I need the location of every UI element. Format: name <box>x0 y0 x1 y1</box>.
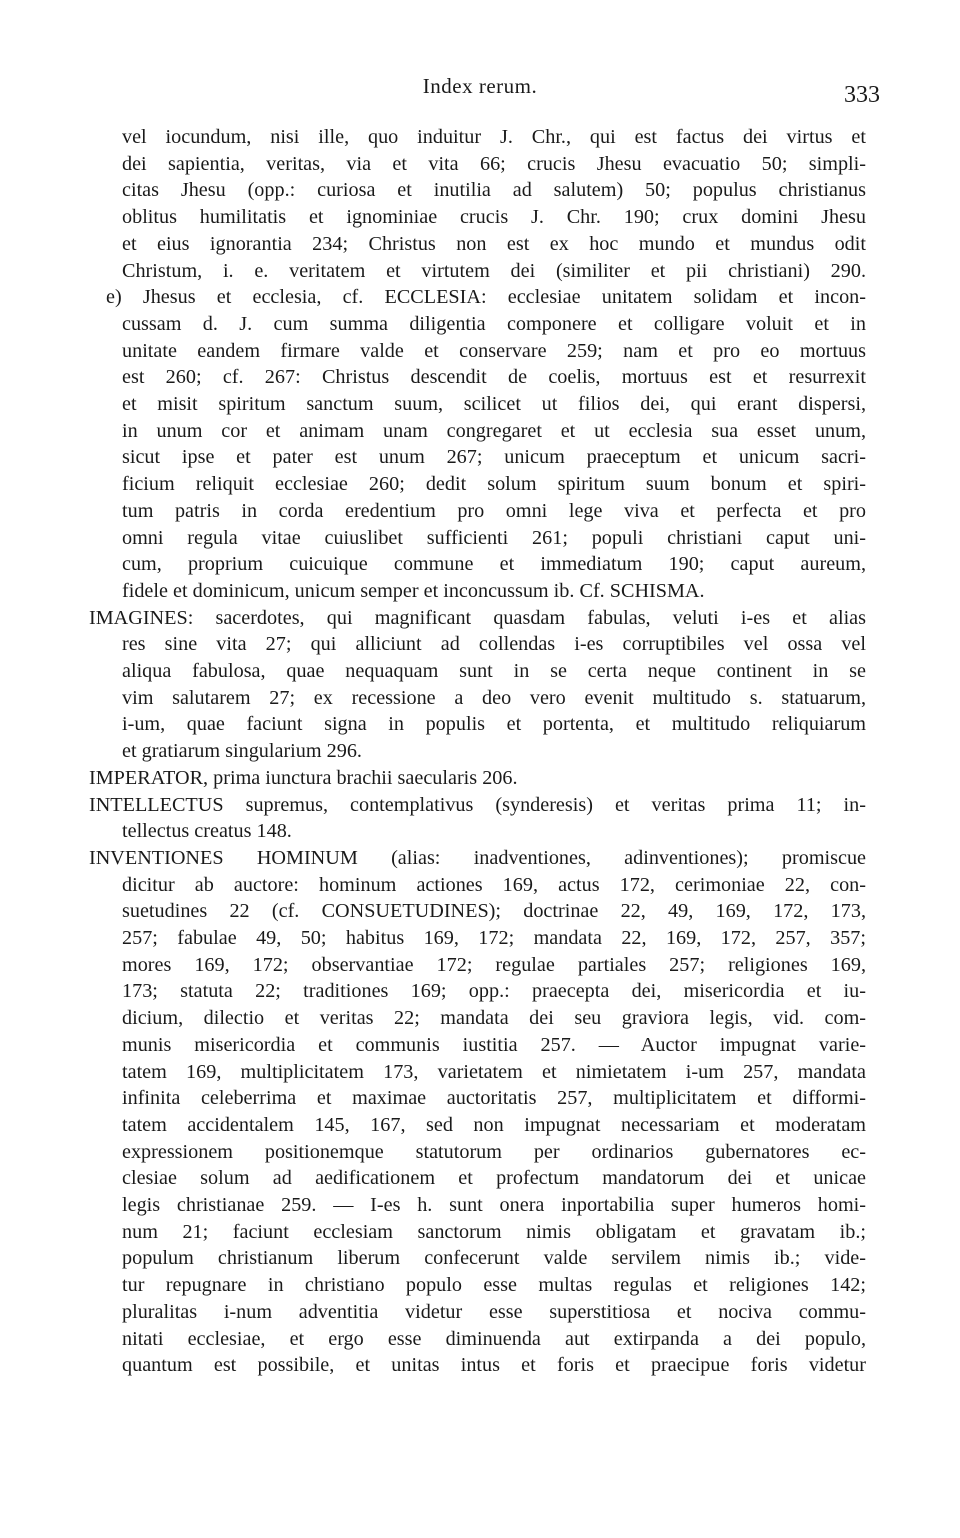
index-line: fidele et dominicum, unicum semper et inconcussum ib. Cf. SCHISMA. <box>122 579 705 602</box>
index-line: in unum cor et animam unam congregaret et ut ecclesia sua esset unum, <box>122 419 866 442</box>
index-line: tur repugnare in christiano populo esse multas regulas et religiones 142; <box>122 1274 866 1297</box>
index-line: unitate eandem firmare valde et conservare 259; nam et pro eo mortuus <box>122 339 866 362</box>
index-line: et misit spiritum sanctum suum, scilicet ut filios dei, qui erant dispersi, <box>122 393 866 415</box>
index-line: INTELLECTUS supremus, contemplativus (synderesis) et veritas prima 11; in- <box>89 793 866 816</box>
index-line: legis christianae 259. — I-es h. sunt onera inportabilia super humeros homi- <box>122 1194 866 1216</box>
index-line: dei sapientia, veritas, via et vita 66; crucis Jhesu evacuatio 50; simpli- <box>122 152 866 175</box>
index-line: suetudines 22 (cf. CONSUETUDINES); doctrinae 22, 49, 169, 172, 173, <box>122 900 866 923</box>
index-line: et eius ignorantia 234; Christus non est ex hoc mundo et mundus odit <box>122 232 866 255</box>
index-line: INVENTIONES HOMINUM (alias: inadventiones, adinventiones); promiscue <box>89 846 866 869</box>
index-line: infinita celeberrima et maximae auctoritatis 257, multiplicitatem et difformi- <box>122 1087 866 1110</box>
index-line: num 21; faciunt ecclesiam sanctorum nimis obligatam et gravatam ib.; <box>122 1220 866 1243</box>
index-line: est 260; cf. 267: Christus descendit de coelis, mortuus est et resurrexit <box>122 366 866 389</box>
index-line: Christum, i. e. veritatem et virtutem dei (similiter et pii christiani) 290. <box>122 259 866 282</box>
index-line: IMPERATOR, prima iunctura brachii saecularis 206. <box>89 766 518 789</box>
index-line: pluralitas i-num adventitia videtur esse superstitiosa et nociva commu- <box>122 1300 866 1323</box>
index-line: mores 169, 172; observantiae 172; regulae partiales 257; religiones 169, <box>122 953 866 976</box>
index-line: aliqua fabulosa, quae nequaquam sunt in se certa neque continent in se <box>122 660 866 682</box>
index-line: 173; statuta 22; traditiones 169; opp.: praecepta dei, misericordia et iu- <box>122 980 866 1003</box>
running-head: Index rerum. <box>422 74 538 98</box>
index-line: munis misericordia et communis iustitia 257. — Auctor impugnat varie- <box>122 1033 866 1056</box>
index-line: res sine vita 27; qui alliciunt ad collendas i-es corruptibiles vel ossa vel <box>122 633 866 656</box>
index-line: clesiae solum ad aedificationem et profectum mandatorum dei et unicae <box>122 1167 866 1190</box>
index-line: dicium, dilectio et veritas 22; mandata dei seu graviora legis, vid. com- <box>122 1007 866 1030</box>
index-line: nitati ecclesiae, et ergo esse diminuenda aut extirpanda a dei populo, <box>122 1327 866 1350</box>
index-line: populum christianum liberum confecerunt valde servilem nimis ib.; vide- <box>122 1247 866 1270</box>
index-line: tatem accidentalem 145, 167, sed non impugnat necessariam et moderatam <box>122 1113 866 1136</box>
index-line: tatem 169, multiplicitatem 173, varietatem et nimietatem i-um 257, mandata <box>122 1060 866 1083</box>
index-line: cussam d. J. cum summa diligentia componere et colligare voluit et in <box>122 312 866 335</box>
index-line: omni regula vitae cuiuslibet sufficienti 261; populi christiani caput uni- <box>122 526 866 549</box>
index-line: i-um, quae faciunt signa in populis et portenta, et multitudo reliquiarum <box>122 713 866 736</box>
index-line: oblitus humilitatis et ignominiae crucis J. Chr. 190; crux domini Jhesu <box>122 206 866 229</box>
index-line: dicitur ab auctore: hominum actiones 169, actus 172, cerimoniae 22, con- <box>122 873 866 896</box>
index-line: tellectus creatus 148. <box>122 820 292 843</box>
index-line: tum patris in corda eredentium pro omni lege viva et perfecta et pro <box>122 499 866 522</box>
index-line: IMAGINES: sacerdotes, qui magnificant quasdam fabulas, veluti i-es et alias <box>89 606 866 629</box>
index-line: expressionem positionemque statutorum per ordinarios gubernatores ec- <box>122 1140 866 1163</box>
page-number: 333 <box>844 82 880 108</box>
index-line: quantum est possibile, et unitas intus et foris et praecipue foris videtur <box>122 1354 866 1377</box>
index-line: et gratiarum singularium 296. <box>122 740 362 763</box>
index-line: citas Jhesu (opp.: curiosa et inutilia ad salutem) 50; populus christianus <box>122 179 866 202</box>
index-line: sicut ipse et pater est unum 267; unicum praeceptum et unicum sacri- <box>122 446 866 469</box>
index-line: vim salutarem 27; ex recessione a deo vero evenit multitudo s. statuarum, <box>122 686 866 709</box>
index-line: cum, proprium cuicuique commune et immediatum 190; caput aureum, <box>122 553 866 576</box>
index-line: e) Jhesus et ecclesia, cf. ECCLESIA: ecclesiae unitatem solidam et incon- <box>106 286 866 309</box>
index-line: ficium reliquit ecclesiae 260; dedit solum spiritum suum bonum et spiri- <box>122 473 866 496</box>
index-line: 257; fabulae 49, 50; habitus 169, 172; mandata 22, 169, 172, 257, 357; <box>122 927 866 949</box>
index-line: vel iocundum, nisi ille, quo induitur J. Chr., qui est factus dei virtus et <box>122 126 866 148</box>
